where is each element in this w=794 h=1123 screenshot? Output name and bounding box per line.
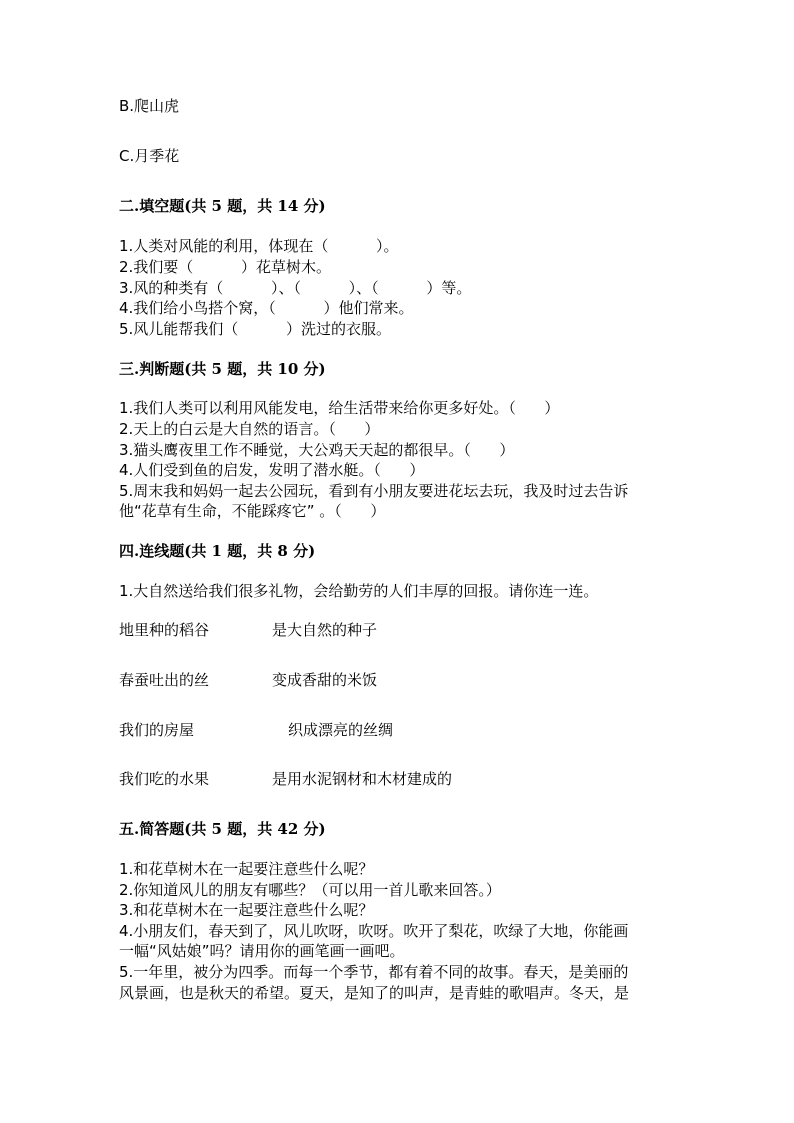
match-left-item: 春蚕吐出的丝 [119,671,210,689]
question-item-continued: 他“花草有生命，不能踩疼它” 。（ ） [119,502,386,520]
question-item: 1.我们人类可以利用风能发电，给生活带来给你更多好处。（ ） [119,399,560,417]
section-heading-matching: 四.连线题(共 1 题，共 8 分) [119,542,316,560]
match-left-item: 我们的房屋 [119,721,195,739]
section-heading-true-false: 三.判断题(共 5 题，共 10 分) [119,360,326,378]
question-item: 3.和花草树木在一起要注意些什么呢？ [119,901,374,919]
question-item-continued: 风景画，也是秋天的希望。夏天，是知了的叫声，是青蛙的歌唱声。冬天，是 [119,984,630,1002]
question-item: 2.我们要（ ）花草树木。 [119,258,331,276]
option-b: B.爬山虎 [119,97,180,115]
question-item: 1.大自然送给我们很多礼物，会给勤劳的人们丰厚的回报。请你连一连。 [119,582,599,600]
section-heading-fill-blank: 二.填空题(共 5 题，共 14 分) [119,197,326,215]
match-right-item: 是大自然的种子 [272,621,378,639]
match-right-item: 织成漂亮的丝绸 [288,721,394,739]
match-right-item: 是用水泥钢材和木材建成的 [272,770,453,788]
option-c: C.月季花 [119,147,180,165]
question-item: 1.人类对风能的利用，体现在（ ）。 [119,237,399,255]
question-item: 5.风儿能帮我们（ ）洗过的衣服。 [119,320,391,338]
match-left-item: 我们吃的水果 [119,770,210,788]
question-item: 3.风的种类有（ ）、（ ）、（ ）等。 [119,279,472,297]
question-item: 4.我们给小鸟搭个窝，（ ）他们常来。 [119,299,414,317]
question-item-continued: 一幅“风姑娘”吗？请用你的画笔画一画吧。 [119,942,405,960]
match-right-item: 变成香甜的米饭 [272,671,378,689]
question-item: 2.天上的白云是大自然的语言。（ ） [119,420,380,438]
question-item: 2.你知道风儿的朋友有哪些？（可以用一首儿歌来回答。） [119,881,501,899]
section-heading-short-answer: 五.简答题(共 5 题，共 42 分) [119,820,326,838]
question-item: 4.人们受到鱼的启发，发明了潜水艇。（ ） [119,461,425,479]
question-item: 4.小朋友们，春天到了，风儿吹呀，吹呀。吹开了梨花，吹绿了大地，你能画 [119,922,629,940]
question-item: 3.猫头鹰夜里工作不睡觉，大公鸡天天起的都很早。（ ） [119,441,515,459]
match-left-item: 地里种的稻谷 [119,621,210,639]
question-item: 1.和花草树木在一起要注意些什么呢？ [119,860,374,878]
question-item: 5.一年里，被分为四季。而每一个季节，都有着不同的故事。春天，是美丽的 [119,963,629,981]
question-item: 5.周末我和妈妈一起去公园玩，看到有小朋友要进花坛去玩，我及时过去告诉 [119,482,629,500]
